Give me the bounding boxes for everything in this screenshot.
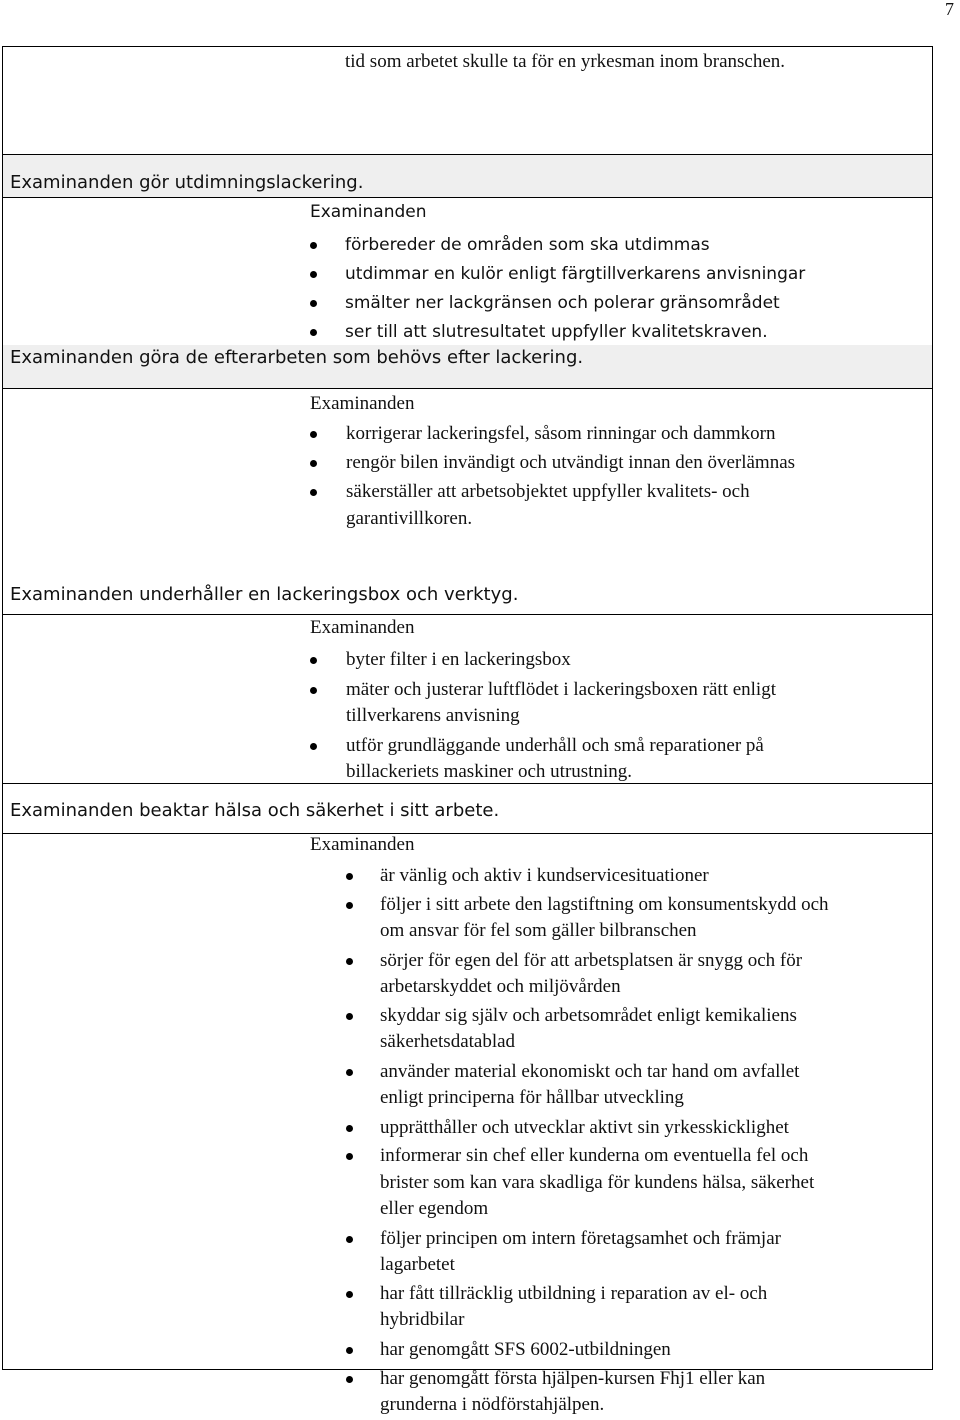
- list-item: [346, 861, 916, 890]
- bullet-icon: [310, 743, 317, 750]
- section-heading-row: [3, 783, 932, 834]
- section-criteria: [3, 615, 932, 783]
- list-item-text: följer principen om intern företagsamhet och främjar lagarbetet: [380, 1228, 781, 1275]
- criteria-list: [310, 645, 910, 787]
- bullet-icon: [346, 902, 353, 909]
- list-item: [346, 1364, 916, 1420]
- list-item: [310, 260, 910, 289]
- section-intro: Examinanden: [310, 834, 415, 855]
- list-item-text: sörjer för egen del för att arbetsplatsen är snygg och för arbetarskyddet och miljövården: [380, 950, 803, 997]
- section-heading: Examinanden göra de efterarbeten som behövs efter lackering.: [10, 347, 584, 368]
- list-item: [310, 731, 910, 787]
- list-item: [346, 1001, 916, 1057]
- list-item-text: utdimmar en kulör enligt färgtillverkarens anvisningar: [345, 264, 806, 284]
- criteria-list: [310, 419, 910, 533]
- list-item-text: mäter och justerar luftflödet i lackeringsboxen rätt enligt tillverkarens anvisning: [346, 679, 776, 726]
- list-item-text: förbereder de områden som ska utdimmas: [345, 235, 710, 255]
- list-item-text: byter filter i en lackeringsbox: [346, 649, 571, 670]
- list-item: [310, 448, 910, 477]
- list-item: [310, 477, 910, 533]
- section-heading-row: [3, 345, 932, 389]
- bullet-icon: [346, 1236, 353, 1243]
- list-item-text: ser till att slutresultatet uppfyller kvalitetskraven.: [345, 322, 768, 342]
- section-heading: Examinanden underhåller en lackeringsbox och verktyg.: [10, 584, 519, 605]
- list-item: [310, 231, 910, 260]
- list-item: [346, 1335, 916, 1364]
- list-item-text: korrigerar lackeringsfel, såsom rinningar och dammkorn: [346, 423, 776, 444]
- section-heading: Examinanden gör utdimningslackering.: [10, 172, 364, 193]
- section-heading: Examinanden beaktar hälsa och säkerhet i sitt arbete.: [10, 800, 500, 821]
- bullet-icon: [346, 1376, 353, 1383]
- section-intro: Examinanden: [310, 617, 415, 638]
- bullet-icon: [346, 1153, 353, 1160]
- bullet-icon: [346, 1291, 353, 1298]
- list-item-text: utför grundläggande underhåll och små reparationer på billackeriets maskiner och utrustning.: [346, 735, 764, 782]
- list-item: [346, 1057, 916, 1113]
- bullet-icon: [346, 873, 353, 880]
- section-criteria: [3, 198, 932, 345]
- list-item-text: smälter ner lackgränsen och polerar gränsområdet: [345, 293, 780, 313]
- list-item: [346, 1279, 916, 1335]
- list-item: [310, 318, 910, 347]
- list-item-text: är vänlig och aktiv i kundservicesituationer: [380, 865, 709, 886]
- list-item: [346, 946, 916, 1001]
- list-item-text: har fått tillräcklig utbildning i reparation av el- och hybridbilar: [380, 1283, 768, 1330]
- bullet-icon: [346, 1013, 353, 1020]
- bullet-icon: [310, 489, 317, 496]
- section-heading-row: [3, 154, 932, 198]
- list-item: [310, 645, 910, 675]
- list-item-text: följer i sitt arbete den lagstiftning om konsumentskydd och om ansvar för fel som gäller bilbranschen: [380, 894, 829, 941]
- bullet-icon: [310, 329, 317, 336]
- list-item: [346, 890, 916, 946]
- bullet-icon: [310, 431, 317, 438]
- section-criteria: [3, 834, 932, 1415]
- section-heading-row: [3, 569, 932, 615]
- list-item: [346, 1224, 916, 1279]
- bullet-icon: [310, 242, 317, 249]
- list-item: [346, 1113, 916, 1141]
- bullet-icon: [346, 958, 353, 965]
- criteria-list: [346, 861, 916, 1420]
- bullet-icon: [346, 1069, 353, 1076]
- bullet-icon: [346, 1125, 353, 1132]
- list-item-text: skyddar sig själv och arbetsområdet enligt kemikaliens säkerhetsdatablad: [380, 1005, 797, 1052]
- section-criteria: [3, 389, 932, 569]
- criteria-table: [2, 46, 933, 1415]
- bullet-icon: [310, 271, 317, 278]
- bullet-icon: [346, 1347, 353, 1354]
- list-item-text: har genomgått första hjälpen-kursen Fhj1 eller kan grunderna i nödförstahjälpen.: [380, 1368, 766, 1415]
- list-item-text: informerar sin chef eller kunderna om eventuella fel och brister som kan vara skadliga för kundens hälsa, säkerhet eller egendom: [380, 1145, 815, 1219]
- list-item-text: använder material ekonomiskt och tar hand om avfallet enligt principerna för hållbar utveckling: [380, 1061, 800, 1108]
- bullet-icon: [310, 300, 317, 307]
- continuation-row: [3, 47, 932, 154]
- list-item-text: har genomgått SFS 6002-utbildningen: [380, 1339, 671, 1360]
- bullet-icon: [310, 687, 317, 694]
- list-item-text: säkerställer att arbetsobjektet uppfyller kvalitets- och garantivillkoren.: [346, 481, 750, 529]
- list-item: [310, 419, 910, 448]
- section-intro: Examinanden: [310, 202, 427, 222]
- criteria-list: [310, 231, 910, 347]
- section-intro: Examinanden: [310, 393, 415, 414]
- bullet-icon: [310, 657, 317, 664]
- list-item-text: upprätthåller och utvecklar aktivt sin yrkesskicklighet: [380, 1117, 789, 1138]
- list-item: [346, 1141, 916, 1224]
- bullet-icon: [310, 460, 317, 467]
- list-item: [310, 675, 910, 731]
- list-item: [310, 289, 910, 318]
- list-item-text: rengör bilen invändigt och utvändigt innan den överlämnas: [346, 452, 796, 473]
- page-number: 7: [945, 0, 954, 19]
- continuation-text: tid som arbetet skulle ta för en yrkesman inom branschen.: [345, 51, 786, 72]
